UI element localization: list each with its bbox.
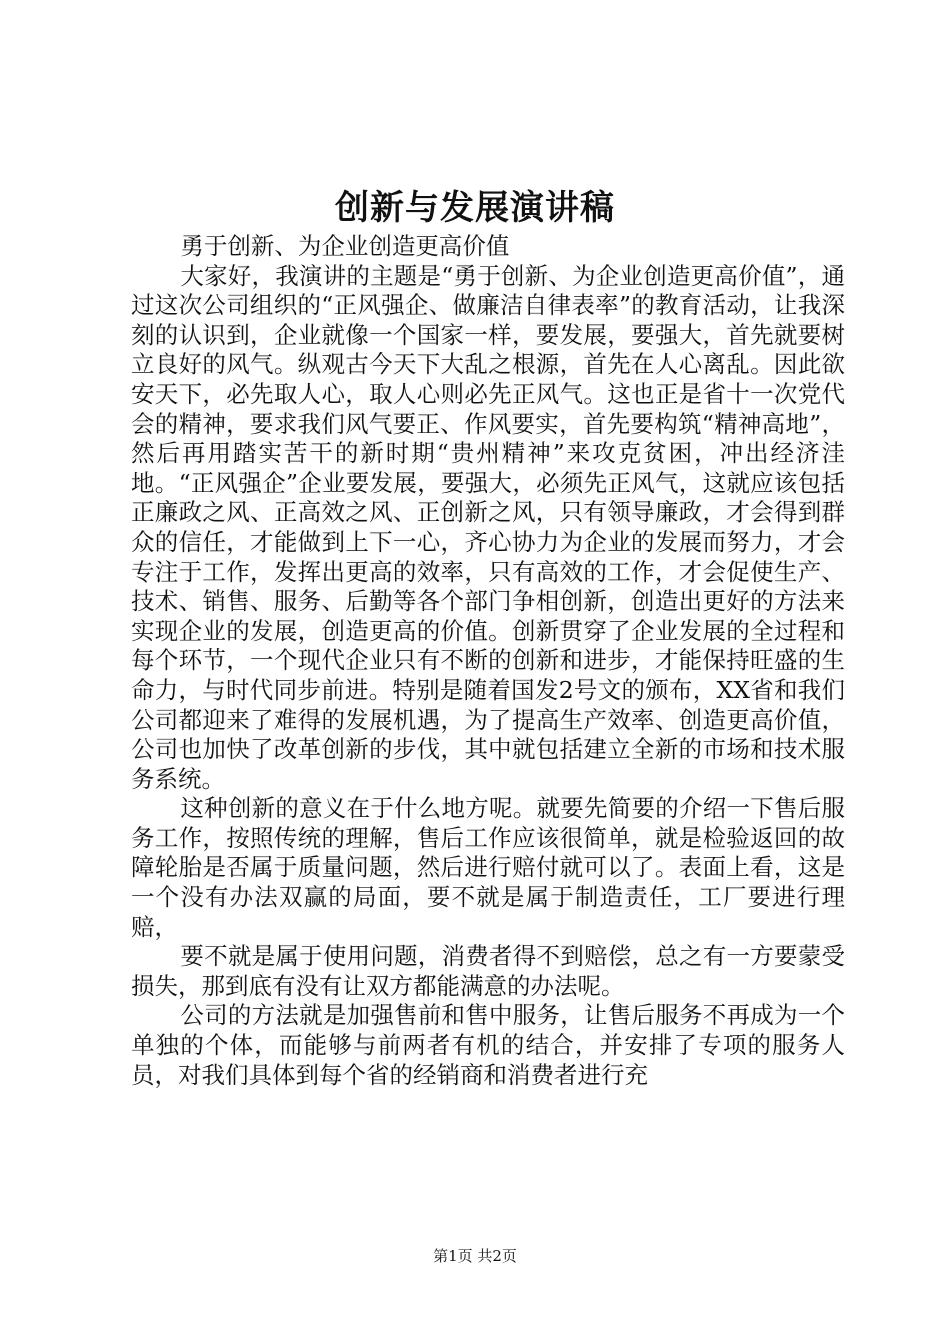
document-body (131, 232, 845, 1090)
body-paragraph-3: 要不就是属于使用问题，消费者得不到赔偿，总之有一方要蒙受损失，那到底有没有让双方都能满意的办法呢。 (131, 942, 845, 1000)
body-paragraph-1: 大家好，我演讲的主题是“勇于创新、为企业创造更高价值”，通过这次公司组织的“正风强企、做廉洁自律表率”的教育活动，让我深刻的认识到，企业就像一个国家一样，要发展，要强大，首先就要树立良好的风气。纵观古今天下大乱之根源，首先在人心离乱。因此欲安天下，必先取人心，取人心则必先正风气。这也正是省十一次党代会的精神，要求我们风气要正、作风要实，首先要构筑“精神高地”，然后再用踏实苦干的新时期“贵州精神”来攻克贫困，冲出经济洼地。“正风强企”企业要发展，要强大，必须先正风气，这就应该包括正廉政之风、正高效之风、正创新之风，只有领导廉政，才会得到群众的信任，才能做到上下一心，齐心协力为企业的发展而努力，才会专注于工作，发挥出更高的效率，只有高效的工作，才会促使生产、技术、销售、服务、后勤等各个部门争相创新，创造出更好的方法来实现企业的发展，创造更高的价值。创新贯穿了企业发展的全过程和每个环节，一个现代企业只有不断的创新和进步，才能保持旺盛的生命力，与时代同步前进。特别是随着国发2号文的颁布，XX省和我们公司都迎来了难得的发展机遇，为了提高生产效率、创造更高价值，公司也加快了改革创新的步伐，其中就包括建立全新的市场和技术服务系统。 (131, 261, 845, 793)
page-number-footer: 第1页 共2页 (433, 1247, 517, 1265)
body-paragraph-4: 公司的方法就是加强售前和售中服务，让售后服务不再成为一个单独的个体，而能够与前两者有机的结合，并安排了专项的服务人员，对我们具体到每个省的经销商和消费者进行充 (131, 1001, 845, 1089)
body-paragraph-2: 这种创新的意义在于什么地方呢。就要先简要的介绍一下售后服务工作，按照传统的理解，售后工作应该很简单，就是检验返回的故障轮胎是否属于质量问题，然后进行赔付就可以了。表面上看，这是一个没有办法双赢的局面，要不就是属于制造责任，工厂要进行理赔， (131, 794, 845, 941)
subtitle-paragraph: 勇于创新、为企业创造更高价值 (180, 232, 510, 260)
document-title: 创新与发展演讲稿 (335, 188, 615, 228)
